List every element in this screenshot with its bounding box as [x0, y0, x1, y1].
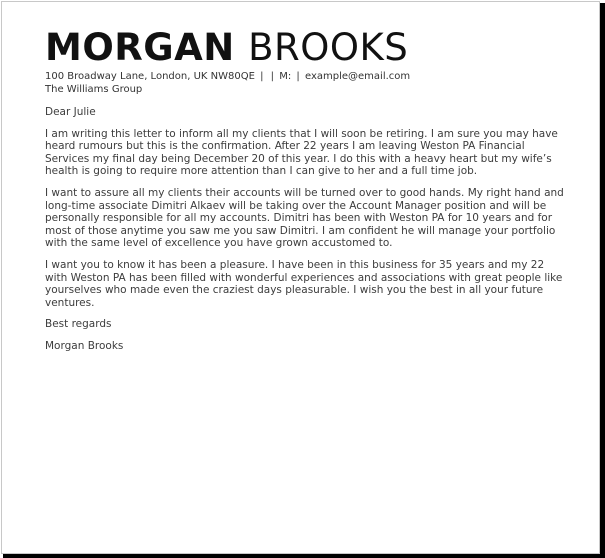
page-shadow-right — [600, 3, 605, 558]
sender-email: example@email.com — [304, 71, 411, 82]
body-paragraph: I want to assure all my clients their accounts will be turned over to good hands. My right hand and long-time associate Dimitri Alkaev will be taking over the Account Manager position and will be personally responsible for all my accounts. Dimitri has been with Weston PA for 10 years and for most of those anytime you saw me you saw Dimitri. I am confident he will manage your portfolio with the same level of excellence you have grown accustomed to. — [45, 186, 564, 250]
body-paragraph: I want you to know it has been a pleasure. I have been in this business for 35 years and my 22 with Weston PA has been filled with wonderful experiences and associations with great people like yourselves who made even the craziest days pleasurable. I wish you the best in all your future ventures. — [45, 258, 563, 309]
sender-name — [45, 27, 565, 69]
sender-first-name: MORGAN — [45, 26, 235, 69]
contact-separator: | — [296, 71, 300, 82]
sender-company: The Williams Group — [45, 84, 143, 95]
sender-address: 100 Broadway Lane, London, UK NW80QE — [45, 71, 255, 82]
phone-label: M: — [279, 71, 292, 82]
body-paragraph: I am writing this letter to inform all my clients that I will soon be retiring. I am sure you may have heard rumours but this is the confirmation. After 22 years I am leaving Weston PA Financial Services my final day being December 20 of this year. I do this with a heavy heart but my wife’s health is going to require more attention than I can give to her and a full time job. — [45, 127, 558, 178]
signature: Morgan Brooks — [45, 339, 124, 352]
salutation: Dear Julie — [45, 106, 96, 118]
closing: Best regards — [45, 318, 112, 331]
contact-separator: | — [270, 71, 275, 82]
contact-line — [45, 70, 565, 83]
contact-separator: | — [260, 71, 264, 82]
letter-body — [45, 106, 565, 353]
page-shadow-bottom — [3, 554, 605, 558]
letter-content — [45, 27, 565, 362]
sender-last-name: BROOKS — [248, 26, 409, 69]
